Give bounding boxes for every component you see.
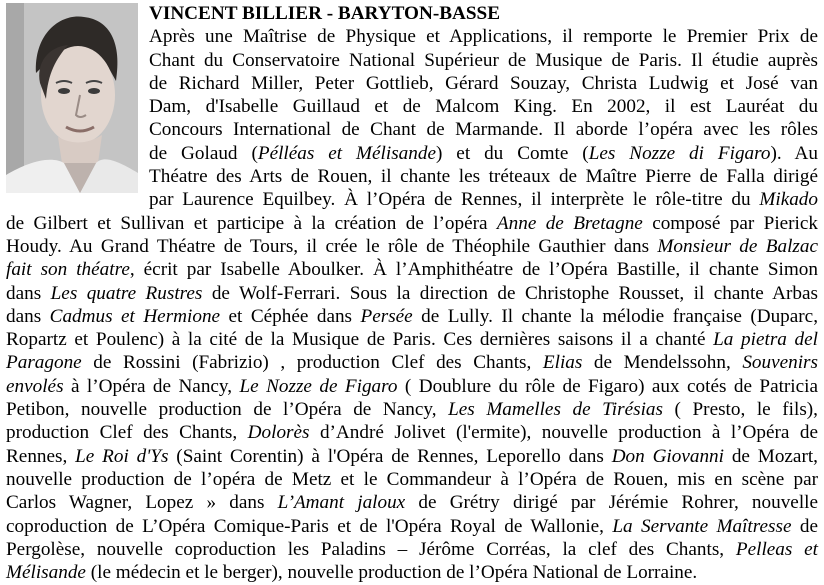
bio-line bbox=[6, 351, 818, 374]
work-title: Mikado bbox=[759, 189, 818, 211]
work-title: La pietra del bbox=[713, 329, 818, 351]
bio-text: Houdy. Au Grand Théatre de Tours, il crée le rôle de Théophile Gauthier dans bbox=[6, 235, 658, 257]
work-title: Pelleas et bbox=[735, 538, 819, 560]
bio-text: de Richard Miller, Peter Gottlieb, Gérard Souzay, Christa Ludwig et José van bbox=[149, 72, 818, 94]
bio-text: Dam, d'Isabelle Guillaud et de Malcom King. En 2002, il est Lauréat du bbox=[149, 96, 818, 118]
bio-line bbox=[6, 328, 818, 351]
work-title: Les Nozze di Figaro bbox=[588, 142, 771, 164]
work-title: Le Roi d'Ys bbox=[75, 445, 169, 467]
bio-text: nouvelle production de l’opéra de Metz et le Commandeur à l’Opéra de Rouen, mis en scène par bbox=[6, 468, 818, 490]
bio-text: , écrit par Isabelle Aboulker. À l’Amphithéatre de l’Opéra Bastille, il chante Simon bbox=[129, 259, 818, 281]
work-title: Les Mamelles de Tirésias bbox=[448, 399, 663, 421]
bio-text: de Rossini (Fabrizio) , production Clef des Chants, bbox=[81, 352, 543, 374]
bio-text: de Mozart, bbox=[723, 445, 818, 467]
work-title: Pélléas et Mélisande bbox=[257, 142, 436, 164]
bio-line bbox=[6, 235, 818, 258]
work-title: Mélisande bbox=[6, 562, 86, 584]
work-title: Cadmus et Hermione bbox=[49, 305, 221, 327]
bio-line bbox=[6, 258, 818, 281]
work-title: Elias bbox=[542, 352, 583, 374]
bio-text: et Céphée dans bbox=[220, 305, 361, 327]
bio-line bbox=[6, 375, 818, 398]
work-title: L’Amant jaloux bbox=[277, 492, 406, 514]
bio-text: dans bbox=[6, 282, 51, 304]
work-title: Persée bbox=[360, 305, 413, 327]
bio-text: d’André Jolivet (l'ermite), nouvelle production à l’Opéra de bbox=[309, 422, 818, 444]
bio-text: de Wolf-Ferrari. Sous la direction de Christophe Rousset, il chante Arbas bbox=[202, 282, 818, 304]
work-title: Monsieur de Balzac bbox=[657, 235, 818, 257]
bio-text: Théatre des Arts de Rouen, il chante les tréteaux de Maître Pierre de Falla dirigé bbox=[149, 166, 818, 188]
bio-line bbox=[6, 445, 818, 468]
bio-line bbox=[6, 538, 818, 561]
bio-text: de Gilbert et Sullivan et participe à la création de l’opéra bbox=[6, 212, 497, 234]
bio-text: Petibon, nouvelle production de l’Opéra de Nancy, bbox=[6, 399, 449, 421]
bio-text: Chant du Conservatoire National Supérieur de Musique de Paris. Il étudie auprès bbox=[149, 49, 818, 71]
bio-line bbox=[6, 468, 818, 491]
bio-text: ( Presto, le fils), bbox=[662, 399, 818, 421]
work-title: Le Nozze de Figaro bbox=[239, 375, 398, 397]
work-title: envolés bbox=[6, 375, 64, 397]
bio-line bbox=[6, 561, 818, 584]
bio-text: production Clef des Chants, bbox=[6, 422, 248, 444]
work-title: Paragone bbox=[6, 352, 82, 374]
work-title: Dolorès bbox=[247, 422, 310, 444]
bio-text: de Golaud ( bbox=[149, 142, 258, 164]
work-title: Souvenirs bbox=[742, 352, 818, 374]
photo-spacer bbox=[6, 2, 149, 190]
bio-text: Rennes, bbox=[6, 445, 76, 467]
bio-text: ). Au bbox=[770, 142, 819, 164]
bio-text: composé par Pierick bbox=[642, 212, 818, 234]
bio-text: Pergolèse, nouvelle coproduction les Paladins – Jérôme Corréas, la clef des Chants, bbox=[6, 538, 736, 560]
bio-text: Carlos Wagner, Lopez » dans bbox=[6, 492, 278, 514]
work-title: Anne de Bretagne bbox=[496, 212, 643, 234]
bio-text: de Grétry dirigé par Jérémie Rohrer, nouvelle bbox=[405, 492, 818, 514]
bio-line bbox=[6, 398, 818, 421]
bio-text: ( Doublure du rôle de Figaro) aux cotés de Patricia bbox=[397, 375, 819, 397]
bio-line bbox=[6, 212, 818, 235]
bio-text: de bbox=[791, 515, 818, 537]
work-title: Les quatre Rustres bbox=[50, 282, 203, 304]
bio-line bbox=[6, 515, 818, 538]
bio-text: par Laurence Equilbey. À l’Opéra de Rennes, il interprète le rôle-titre du bbox=[149, 189, 760, 211]
bio-line bbox=[6, 491, 818, 514]
work-title: fait son théatre bbox=[6, 259, 130, 281]
bio-text: coproduction de L’Opéra Comique-Paris et de l'Opéra Royal de Wallonie, bbox=[6, 515, 613, 537]
bio-text: Après une Maîtrise de Physique et Applications, il remporte le Premier Prix de bbox=[149, 26, 818, 48]
bio-text: Concours International de Chant de Marmande. Il aborde l’opéra avec les rôles bbox=[149, 119, 818, 141]
bio-text: Ropartz et Poulenc) à la cité de la Musique de Paris. Ces dernières saisons il a chanté bbox=[6, 329, 714, 351]
bio-text: (Saint Corentin) à l'Opéra de Rennes, Leporello dans bbox=[168, 445, 612, 467]
bio-line bbox=[6, 188, 818, 211]
bio-text: à l’Opéra de Nancy, bbox=[63, 375, 240, 397]
bio-line bbox=[6, 305, 818, 328]
artist-title: VINCENT BILLIER - BARYTON-BASSE bbox=[149, 3, 501, 24]
work-title: Don Giovanni bbox=[611, 445, 724, 467]
bio-line bbox=[6, 282, 818, 305]
bio-text: (le médecin et le berger), nouvelle production de l’Opéra National de Lorraine. bbox=[85, 562, 698, 584]
biography-text bbox=[6, 2, 818, 584]
work-title: La Servante Maîtresse bbox=[612, 515, 792, 537]
bio-text: de Lully. Il chante la mélodie française (Duparc, bbox=[412, 305, 818, 327]
bio-line bbox=[6, 421, 818, 444]
bio-text: dans bbox=[6, 305, 50, 327]
bio-text: de Mendelssohn, bbox=[582, 352, 743, 374]
bio-text: ) et du Comte ( bbox=[435, 142, 589, 164]
